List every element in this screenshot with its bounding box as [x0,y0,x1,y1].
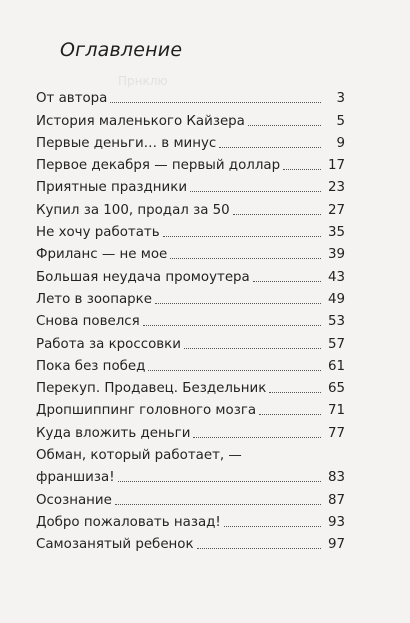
dot-leader [148,370,321,371]
toc-entry-page: 71 [327,403,345,419]
toc-entry-page: 17 [327,158,345,174]
dot-leader [248,125,321,126]
page-title: Оглавление [60,39,183,61]
dot-leader [118,481,321,482]
dot-leader [269,392,321,393]
toc-entry-second-line [36,464,345,486]
toc-entry [36,353,345,375]
toc-entry-page: 43 [327,269,345,285]
toc-entry-title: Снова повелся [36,314,140,330]
toc-entry-page: 87 [327,492,345,508]
toc-entry [36,486,345,508]
toc-entry [36,442,345,487]
toc-entry-page: 83 [327,470,345,486]
toc-entry-title: История маленького Кайзера [36,113,245,129]
toc-entry [36,375,345,397]
dot-leader [283,169,321,170]
toc-entry-title: Обман, который работает, — [36,448,242,464]
dot-leader [155,303,321,304]
toc-entry-title: От автора [36,91,108,107]
toc-entry-page: 49 [327,291,345,307]
toc-entry-title: Первое декабря — первый доллар [36,158,281,174]
dot-leader [190,191,321,192]
dot-leader [184,348,321,349]
toc-entry-title: Приятные праздники [36,180,188,196]
toc-entry [36,196,345,218]
toc-entry-page: 27 [327,202,345,218]
toc-entry [36,531,345,553]
toc-entry [36,509,345,531]
toc-entry [36,397,345,419]
toc-entry-page: 5 [336,113,345,129]
toc-entry-page: 65 [327,381,345,397]
toc-entry-first-line [36,442,345,464]
toc-entry [36,219,345,241]
dot-leader [170,258,321,259]
dot-leader [197,548,321,549]
dot-leader [163,236,321,237]
toc-entry-title: Дропшиппинг головного мозга [36,403,257,419]
dot-leader [143,325,321,326]
toc-entry-page: 35 [327,225,345,241]
show-through-text: Прнклю [118,74,168,88]
dot-leader [219,147,321,148]
toc-entry-page: 23 [327,180,345,196]
toc-entry [36,286,345,308]
toc-entry-title-continued: франшиза! [36,470,115,486]
table-of-contents [36,85,345,553]
dot-leader [253,281,321,282]
toc-entry-title: Большая неудача промоутера [36,269,250,285]
toc-entry-title: Лето в зоопарке [36,291,152,307]
toc-entry-page: 3 [336,91,345,107]
toc-entry [36,130,345,152]
toc-entry-page: 9 [336,135,345,151]
toc-entry-page: 39 [327,247,345,263]
toc-entry-title: Пока без побед [36,358,146,374]
toc-entry-page: 77 [327,425,345,441]
toc-entry-page: 61 [327,358,345,374]
toc-entry-title: Работа за кроссовки [36,336,181,352]
dot-leader [233,214,321,215]
toc-entry [36,308,345,330]
toc-entry [36,241,345,263]
dot-leader [193,437,321,438]
toc-entry-page: 57 [327,336,345,352]
toc-entry-title: Фриланс — не мое [36,247,168,263]
toc-entry [36,174,345,196]
toc-entry [36,107,345,129]
toc-entry-title: Первые деньги… в минус [36,135,217,151]
toc-entry [36,330,345,352]
toc-entry-title: Добро пожаловать назад! [36,514,221,530]
toc-entry-page: 97 [327,537,345,553]
toc-entry-title: Купил за 100, продал за 50 [36,202,230,218]
dot-leader [224,526,321,527]
toc-entry [36,263,345,285]
toc-entry [36,152,345,174]
dot-leader [110,102,321,103]
dot-leader [259,414,321,415]
toc-entry-title: Куда вложить деньги [36,425,191,441]
toc-entry-title: Осознание [36,492,112,508]
toc-entry-page: 93 [327,514,345,530]
toc-entry-title: Перекуп. Продавец. Бездельник [36,381,267,397]
toc-entry-title: Самозанятый ребенок [36,537,194,553]
toc-entry [36,419,345,441]
toc-entry-page: 53 [327,314,345,330]
toc-entry-title: Не хочу работать [36,225,160,241]
toc-entry [36,85,345,107]
dot-leader [115,504,321,505]
